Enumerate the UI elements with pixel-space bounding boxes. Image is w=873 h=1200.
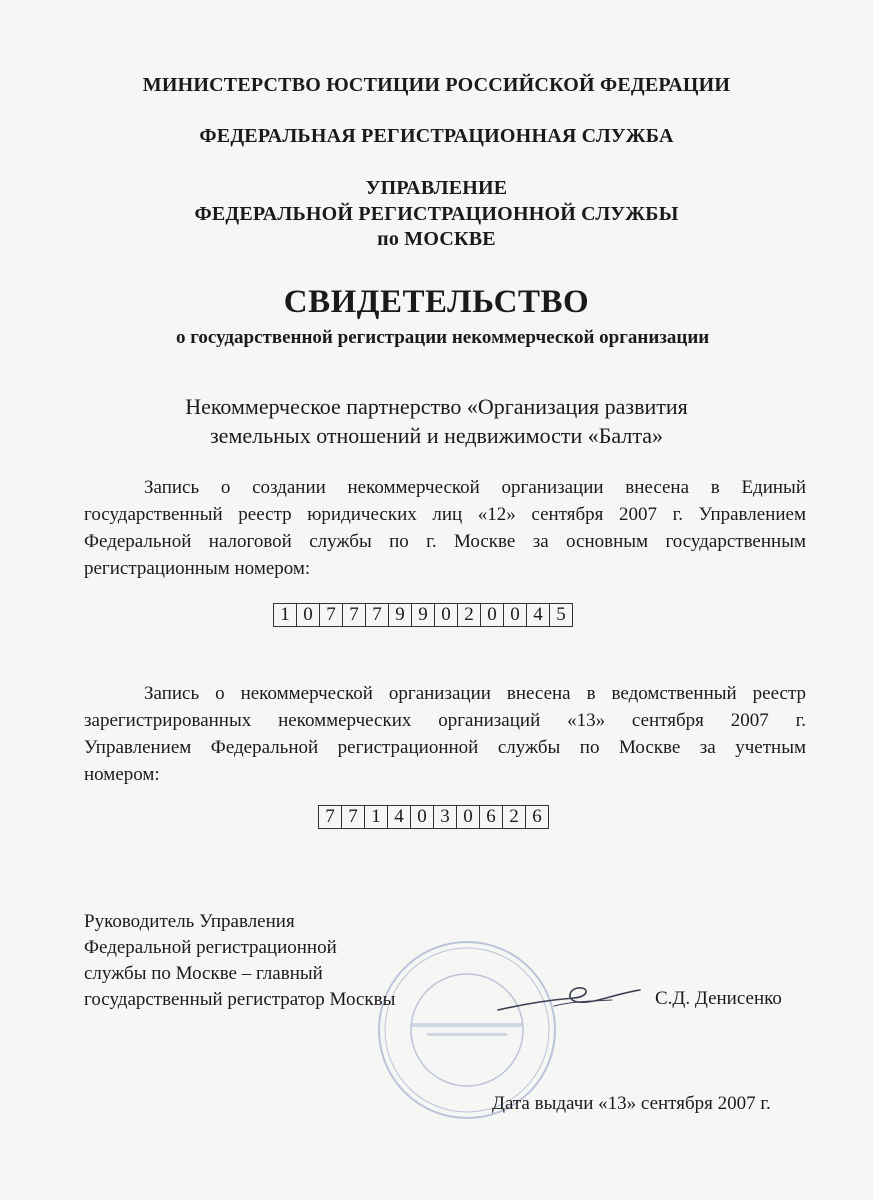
entry2-line: Управлением Федеральной регистрационной службы по Москве за учетным bbox=[84, 737, 806, 758]
account-digit: 0 bbox=[457, 805, 480, 829]
ogrn-digit: 5 bbox=[550, 603, 573, 627]
account-digit: 7 bbox=[342, 805, 365, 829]
signatory-line: Федеральной регистрационной bbox=[84, 937, 337, 958]
account-number-box bbox=[318, 805, 549, 829]
entry2-line: Запись о некоммерческой организации внесена в ведомственный реестр bbox=[144, 683, 806, 704]
department-heading-line3: по МОСКВЕ bbox=[377, 228, 496, 250]
entry2-line: номером: bbox=[84, 764, 160, 785]
organization-name-line2: земельных отношений и недвижимости «Балта» bbox=[209, 423, 664, 448]
account-digit: 2 bbox=[503, 805, 526, 829]
ogrn-digit: 4 bbox=[527, 603, 550, 627]
ogrn-digit: 0 bbox=[435, 603, 458, 627]
entry1-line: регистрационным номером: bbox=[84, 558, 311, 579]
ogrn-digit: 1 bbox=[274, 603, 297, 627]
signatory-line: службы по Москве – главный bbox=[84, 963, 323, 984]
account-digit: 3 bbox=[434, 805, 457, 829]
department-heading-line2: ФЕДЕРАЛЬНОЙ РЕГИСТРАЦИОННОЙ СЛУЖБЫ bbox=[194, 203, 679, 225]
signatory-line: Руководитель Управления bbox=[84, 911, 295, 932]
signatory-title bbox=[84, 909, 395, 1013]
ogrn-digit: 7 bbox=[320, 603, 343, 627]
signature-scribble bbox=[494, 978, 644, 1020]
ogrn-digit: 2 bbox=[458, 603, 481, 627]
ogrn-digit: 0 bbox=[297, 603, 320, 627]
ogrn-digit: 7 bbox=[366, 603, 389, 627]
signatory-name: С.Д. Денисенко bbox=[655, 988, 782, 1009]
ministry-heading: МИНИСТЕРСТВО ЮСТИЦИИ РОССИЙСКОЙ ФЕДЕРАЦИИ bbox=[142, 74, 731, 96]
account-digit: 7 bbox=[319, 805, 342, 829]
certificate-title: СВИДЕТЕЛЬСТВО bbox=[283, 284, 590, 320]
account-digit: 6 bbox=[526, 805, 549, 829]
issue-date: Дата выдачи «13» сентября 2007 г. bbox=[492, 1093, 771, 1114]
registration-entry-text bbox=[84, 474, 806, 582]
department-heading-line1: УПРАВЛЕНИЕ bbox=[365, 177, 508, 199]
ogrn-digit: 9 bbox=[412, 603, 435, 627]
ogrn-digit: 0 bbox=[481, 603, 504, 627]
signatory-line: государственный регистратор Москвы bbox=[84, 989, 396, 1010]
ogrn-digit: 7 bbox=[343, 603, 366, 627]
account-digit: 6 bbox=[480, 805, 503, 829]
account-digit: 0 bbox=[411, 805, 434, 829]
organization-name-line1: Некоммерческое партнерство «Организация развития bbox=[185, 394, 688, 419]
entry1-line: Запись о создании некоммерческой организации внесена в Единый bbox=[144, 477, 806, 498]
service-heading: ФЕДЕРАЛЬНАЯ РЕГИСТРАЦИОННАЯ СЛУЖБА bbox=[199, 125, 674, 147]
account-digit: 4 bbox=[388, 805, 411, 829]
certificate-subtitle: о государственной регистрации некоммерческой организации bbox=[176, 327, 710, 348]
entry2-line: зарегистрированных некоммерческих организаций «13» сентября 2007 г. bbox=[84, 710, 806, 731]
ogrn-number-box bbox=[273, 603, 573, 627]
ogrn-digit: 9 bbox=[389, 603, 412, 627]
ogrn-digit: 0 bbox=[504, 603, 527, 627]
entry1-line: Федеральной налоговой службы по г. Москве за основным государственным bbox=[84, 531, 806, 552]
account-digit: 1 bbox=[365, 805, 388, 829]
entry1-line: государственный реестр юридических лиц «12» сентября 2007 г. Управлением bbox=[84, 504, 806, 525]
departmental-entry-text bbox=[84, 680, 806, 788]
